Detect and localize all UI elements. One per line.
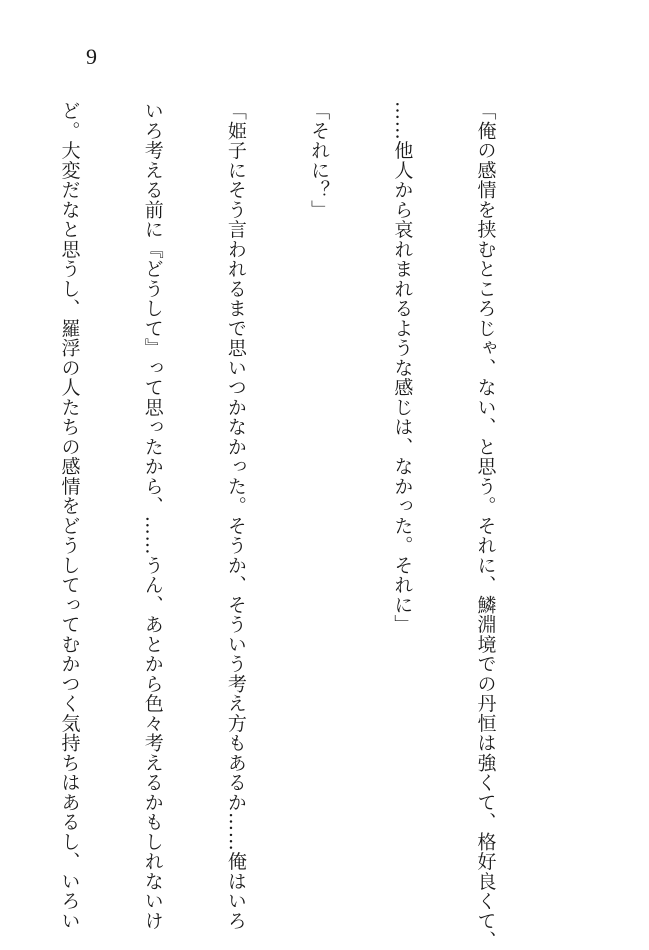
vertical-text-block <box>58 101 554 950</box>
text-line: 「俺の感情を挟むところじゃ、ない、と思う。それに、鱗淵境での丹恒は強くて、格好良くて、 <box>474 101 497 950</box>
page-number: 9 <box>86 44 97 69</box>
text-line: いろ考える前に『どうして』って思ったから、……うん、あとから色々考えるかもしれないけ <box>141 101 164 931</box>
text-line: 「姫子にそう言われるまで思いつかなかった。そうか、そういう考え方もあるか……俺はいろ <box>224 101 247 931</box>
text-line: ……他人から哀れまれるような感じは、なかった。それに」 <box>391 101 414 635</box>
text-line: ど。大変だなと思うし、羅浮の人たちの感情をどうしてってむかつく気持ちはあるし、いろい <box>58 101 81 931</box>
text-line: 「それに？」 <box>308 101 331 220</box>
